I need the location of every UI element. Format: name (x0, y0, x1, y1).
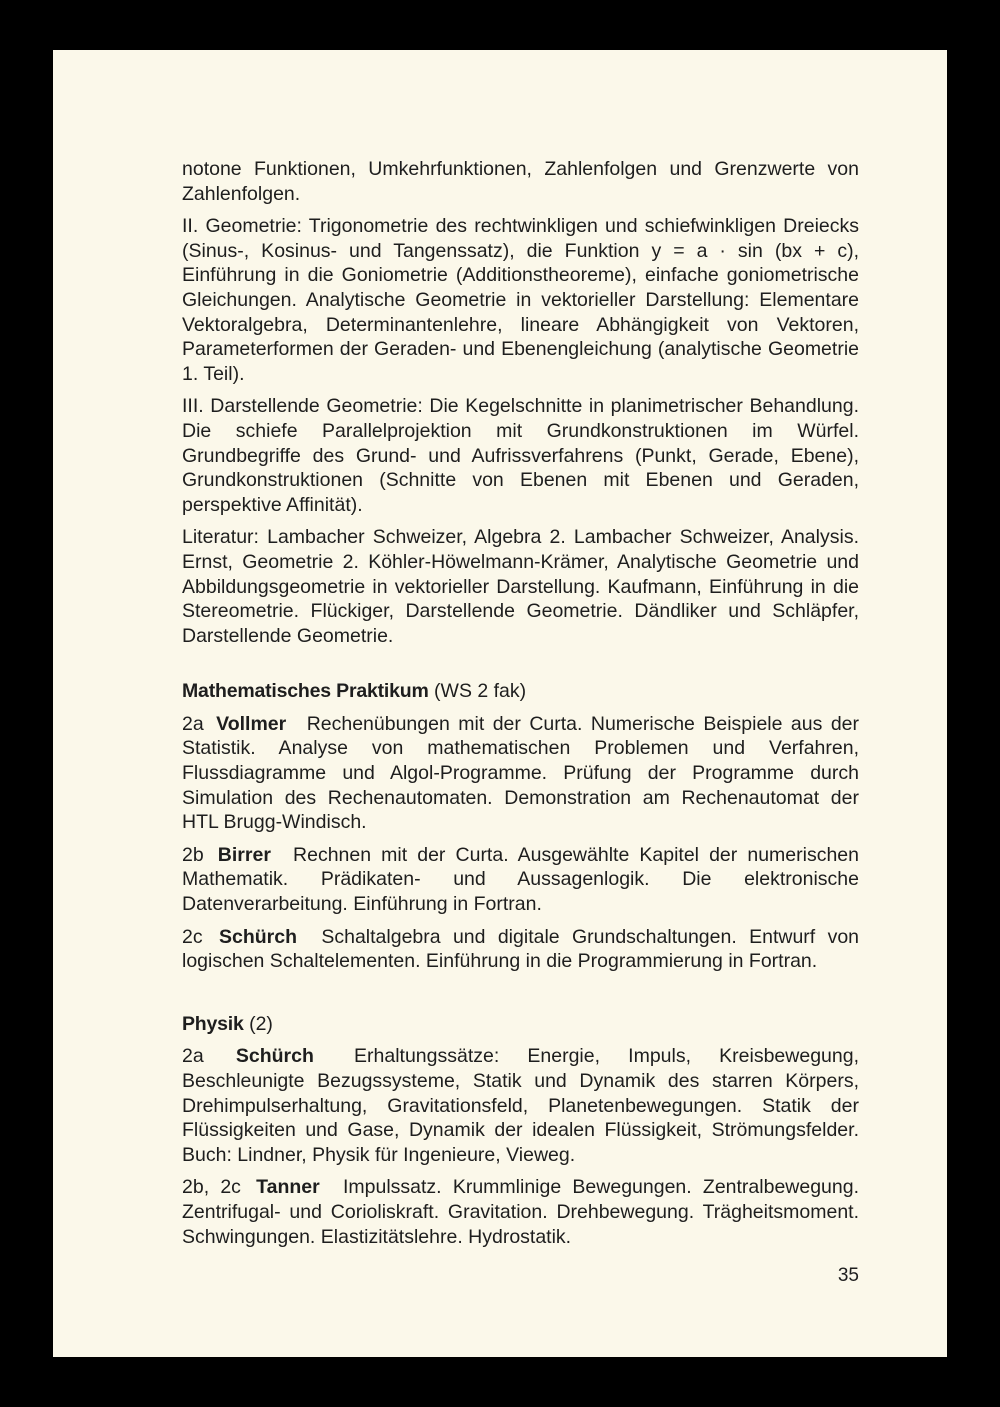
course-description: Rechnen mit der Curta. Ausgewählte Kapitel der numerischen Mathematik. Prädikaten- und Aussagenlogik. Die elektronische Datenverarbeitung. Einführung in Fortran. (182, 843, 859, 916)
section-subtitle: (2) (243, 1012, 273, 1035)
course-instructor: Tanner (256, 1176, 320, 1199)
course-instructor: Schürch (235, 1045, 314, 1068)
course-entry (182, 843, 859, 917)
course-description: Erhaltungssätze: Energie, Impuls, Kreisbewegung, Beschleunigte Bezugssysteme, Statik und Dynamik des starren Körpers, Drehimpulserhaltung, Gravitationsfeld, Planetenbewegungen. Statik der Flüssigkeiten und Gase, Dynamik der idealen Flüssigkeit, Strömungsfelder. Buch: Lindner, Physik für Ingenieure, Vieweg. (182, 1045, 859, 1166)
course-instructor: Birrer (217, 843, 271, 866)
section-heading-physik (182, 1012, 859, 1037)
course-code: 2b (182, 843, 204, 866)
paragraph-darstellende-geometrie: III. Darstellende Geometrie: Die Kegelschnitte in planimetrischer Behandlung. Die schiefe Parallelprojektion mit Grundkonstruktionen im Würfel. Grundbegriffe des Grund- und Aufrissverfahrens (Punkt, Gerade, Ebene), Grundkonstruktionen (Schnitte von Ebenen mit Ebenen und Geraden, perspektive Affinität). (182, 395, 859, 516)
course-code: 2a (182, 712, 204, 735)
course-entry (182, 1044, 859, 1167)
course-description: Schaltalgebra und digitale Grundschaltungen. Entwurf von logischen Schaltelementen. Einführung in die Programmierung in Fortran. (182, 925, 860, 973)
course-entry (182, 712, 859, 835)
course-entry (182, 925, 859, 974)
page-number: 35 (837, 1265, 859, 1286)
document-page (53, 50, 947, 1357)
section-spacer (182, 982, 859, 1012)
course-entry (182, 1175, 859, 1249)
course-instructor: Schürch (218, 925, 297, 948)
course-code: 2a (182, 1045, 204, 1068)
section-heading-praktikum (182, 679, 859, 704)
paragraph-analysis-continued: notone Funktionen, Umkehrfunktionen, Zahlenfolgen und Grenzwerte von Zahlenfolgen. (182, 158, 859, 205)
section-subtitle: (WS 2 fak) (428, 680, 527, 703)
section-spacer (182, 656, 859, 679)
section-title: Mathematisches Praktikum (182, 680, 429, 703)
paragraph-geometrie: II. Geometrie: Trigonometrie des rechtwinkligen und schiefwinkligen Dreiecks (Sinus-, Kosinus- und Tangenssatz), die Funktion y = a · sin (bx + c), Einführung in die Goniometrie (Additionstheoreme), einfache goniometrische Gleichungen. Analytische Geometrie in vektorieller Darstellung: Elementare Vektoralgebra, Determinantenlehre, lineare Abhängigkeit von Vektoren, Parameterformen der Geraden- und Ebenengleichung (analytische Geometrie 1. Teil). (182, 215, 859, 385)
course-code: 2c (182, 925, 203, 948)
paragraph-literatur: Literatur: Lambacher Schweizer, Algebra 2. Lambacher Schweizer, Analysis. Ernst, Geometrie 2. Köhler-Höwelmann-Krämer, Analytische Geometrie und Abbildungsgeometrie in vektorieller Darstellung. Kaufmann, Einführung in die Stereometrie. Flückiger, Darstellende Geometrie. Dändliker und Schläpfer, Darstellende Geometrie. (182, 526, 859, 647)
page-content (182, 157, 859, 1257)
course-code: 2b, 2c (182, 1176, 241, 1199)
course-description: Impulssatz. Krummlinige Bewegungen. Zentralbewegung. Zentrifugal- und Corioliskraft. Gravitation. Drehbewegung. Trägheitsmoment. Schwingungen. Elastizitätslehre. Hydrostatik. (182, 1176, 860, 1248)
section-title: Physik (182, 1012, 244, 1035)
course-instructor: Vollmer (216, 712, 287, 735)
course-description: Rechenübungen mit der Curta. Numerische Beispiele aus der Statistik. Analyse von mathematischen Problemen und Verfahren, Flussdiagramme und Algol-Programme. Prüfung der Programme durch Simulation des Rechenautomaten. Demonstration am Rechenautomat der HTL Brugg-Windisch. (182, 712, 859, 834)
